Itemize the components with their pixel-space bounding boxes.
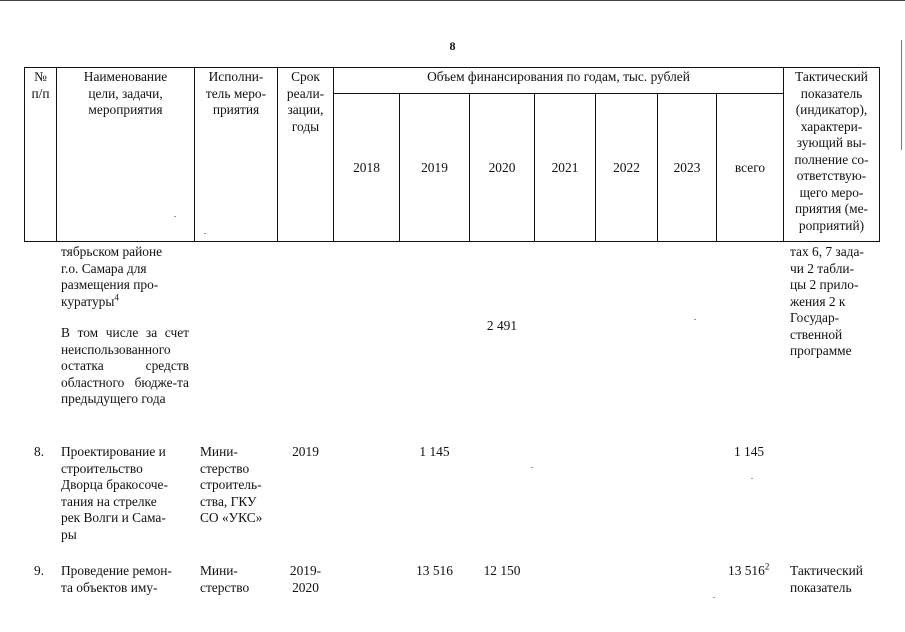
row-total (728, 563, 784, 580)
continuation-name-text: тябрьском районе г.о. Самара для размещения про- куратуры (61, 244, 163, 309)
header-year-2021: 2021 (551, 160, 579, 175)
header-name: Наименование цели, задачи, мероприятия (56, 67, 195, 242)
row-executor: Мини- стерство строитель- ства, ГКУ СО «УКС» (200, 444, 263, 525)
header-year-cell (534, 93, 596, 242)
row-value-2019: 13 516 (416, 563, 453, 578)
continuation-sub-name: В том числе за счет неиспользованного остатка средств областного бюдже-та предыдущего года (61, 325, 189, 406)
row-value-2019: 1 145 (419, 444, 450, 459)
header-year-cell (657, 93, 717, 242)
row-number: 9. (34, 563, 45, 578)
scan-speck (694, 319, 696, 320)
header-year-2019: 2019 (421, 160, 448, 175)
header-year-2023: 2023 (673, 160, 701, 175)
row-indicator: Тактический показатель (790, 563, 863, 595)
page-number: 8 (449, 39, 456, 53)
row-name: Проведение ремон- та объектов иму- (61, 563, 172, 595)
header-year-cell (469, 93, 535, 242)
scan-speck (174, 216, 176, 217)
footnote-ref: 2 (764, 561, 770, 572)
header-num: № п/п (24, 67, 57, 242)
header-year-cell (333, 93, 400, 242)
footnote-ref: 4 (114, 292, 119, 303)
row-executor: Мини- стерство (200, 563, 250, 595)
scan-speck (531, 467, 533, 468)
page-right-edge (901, 40, 902, 150)
header-year-2020: 2020 (488, 160, 516, 175)
continuation-value-2020: 2 491 (486, 318, 518, 333)
continuation-indicator: тах 6, 7 зада- чи 2 табли- цы 2 прило- жения 2 к Государ- ственной программе (790, 244, 864, 358)
header-year-cell (399, 93, 470, 242)
header-year-2022: 2022 (613, 160, 640, 175)
continuation-name (61, 244, 193, 310)
row-name: Проектирование и строительство Дворца бракосоче- тания на стрелке рек Волги и Сама- ры (61, 444, 168, 542)
header-total: всего (734, 160, 766, 175)
header-indicator: Тактический показатель (индикатор), характери- зующий вы- полнение со- ответствую- щего меро- приятия (ме- роприятий) (783, 67, 880, 242)
row-number: 8. (34, 444, 45, 459)
header-executor: Исполни- тель меро- приятия (194, 67, 278, 242)
row-total-value: 13 516 (728, 563, 765, 578)
page-top-edge (0, 0, 905, 1)
scan-speck (751, 478, 753, 479)
row-total-value: 1 145 (734, 444, 765, 459)
header-year-cell (595, 93, 658, 242)
header-year-cell (716, 93, 784, 242)
header-financing: Объем финансирования по годам, тыс. рублей (333, 67, 784, 94)
scan-speck (204, 233, 206, 234)
row-term: 2019 (292, 444, 319, 459)
row-term: 2019- 2020 (289, 563, 322, 595)
row-total (734, 444, 784, 461)
row-value-2020: 12 150 (483, 563, 521, 578)
header-year-2018: 2018 (353, 160, 380, 175)
scan-speck (713, 597, 715, 598)
header-term: Срок реали- зации, годы (277, 67, 334, 242)
